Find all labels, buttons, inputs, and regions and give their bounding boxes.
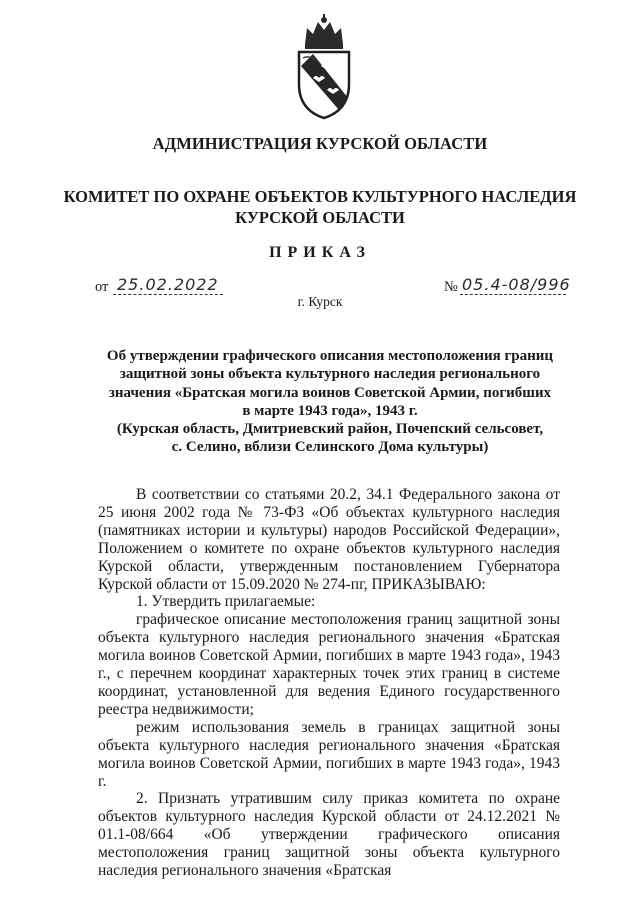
body-paragraph: В соответствии со статьями 20.2, 34.1 Федерального закона от 25 июня 2002 года № 73-ФЗ «Об объектах культурного наследия (памятниках истории и культуры) народов Российской Федерации», Положением о комитете по охране объектов культурного наследия Курской области, утвержденным постановлением Губернатора Курской области от 15.09.2020 № 274-пг, ПРИКАЗЫВАЮ: (98, 486, 560, 593)
body-paragraph: 1. Утвердить прилагаемые: (136, 593, 316, 611)
committee-title-line1: КОМИТЕТ ПО ОХРАНЕ ОБЪЕКТОВ КУЛЬТУРНОГО НАСЛЕДИЯ (63, 187, 577, 206)
committee-title-line2: КУРСКОЙ ОБЛАСТИ (235, 208, 405, 227)
body-paragraph: 2. Признать утратившим силу приказ комитета по охране объектов культурного наследия Курской области от 24.12.2021 № 01.1-08/664 «Об утверждении графического описания местоположения границ защитной зоны объекта культурного наследия регионального значения «Братская (98, 790, 560, 880)
date-value: 25.02.2022 (117, 275, 219, 294)
subject-line: значения «Братская могила воинов Советской Армии, погибших (108, 384, 552, 401)
number-value: 05.4-08/996 (462, 275, 571, 294)
subject-line: Об утверждении графического описания местоположения границ (106, 348, 554, 364)
kursk-coat-of-arms-icon (293, 14, 355, 120)
subject-line: с. Селино, вблизи Селинского Дома культуры) (171, 439, 489, 456)
administration-title: АДМИНИСТРАЦИЯ КУРСКОЙ ОБЛАСТИ (152, 134, 488, 153)
document-type: ПРИКАЗ (269, 244, 371, 261)
order-body (98, 486, 560, 880)
body-paragraph: графическое описание местоположения границ защитной зоны объекта культурного наследия регионального значения «Братская могила воинов Советской Армии, погибших в марте 1943 года», 1943 г., с перечнем координат характерных точек этих границ в системе координат, установленной для ведения Единого государственного реестра недвижимости; (98, 611, 560, 718)
city: г. Курск (297, 294, 343, 309)
date-label: от (95, 279, 109, 295)
subject-line: в марте 1943 года», 1943 г. (242, 402, 418, 419)
order-subject (100, 347, 560, 457)
committee-title (0, 186, 640, 228)
subject-line: защитной зоны объекта культурного наследия регионального (119, 366, 541, 383)
body-paragraph: режим использования земель в границах защитной зоны объекта культурного наследия регионального значения «Братская могила воинов Советской Армии, погибших в марте 1943 года», 1943 г. (98, 718, 560, 790)
subject-line: (Курская область, Дмитриевский район, Почепский сельсовет, (116, 421, 544, 438)
number-label: № (444, 279, 458, 295)
